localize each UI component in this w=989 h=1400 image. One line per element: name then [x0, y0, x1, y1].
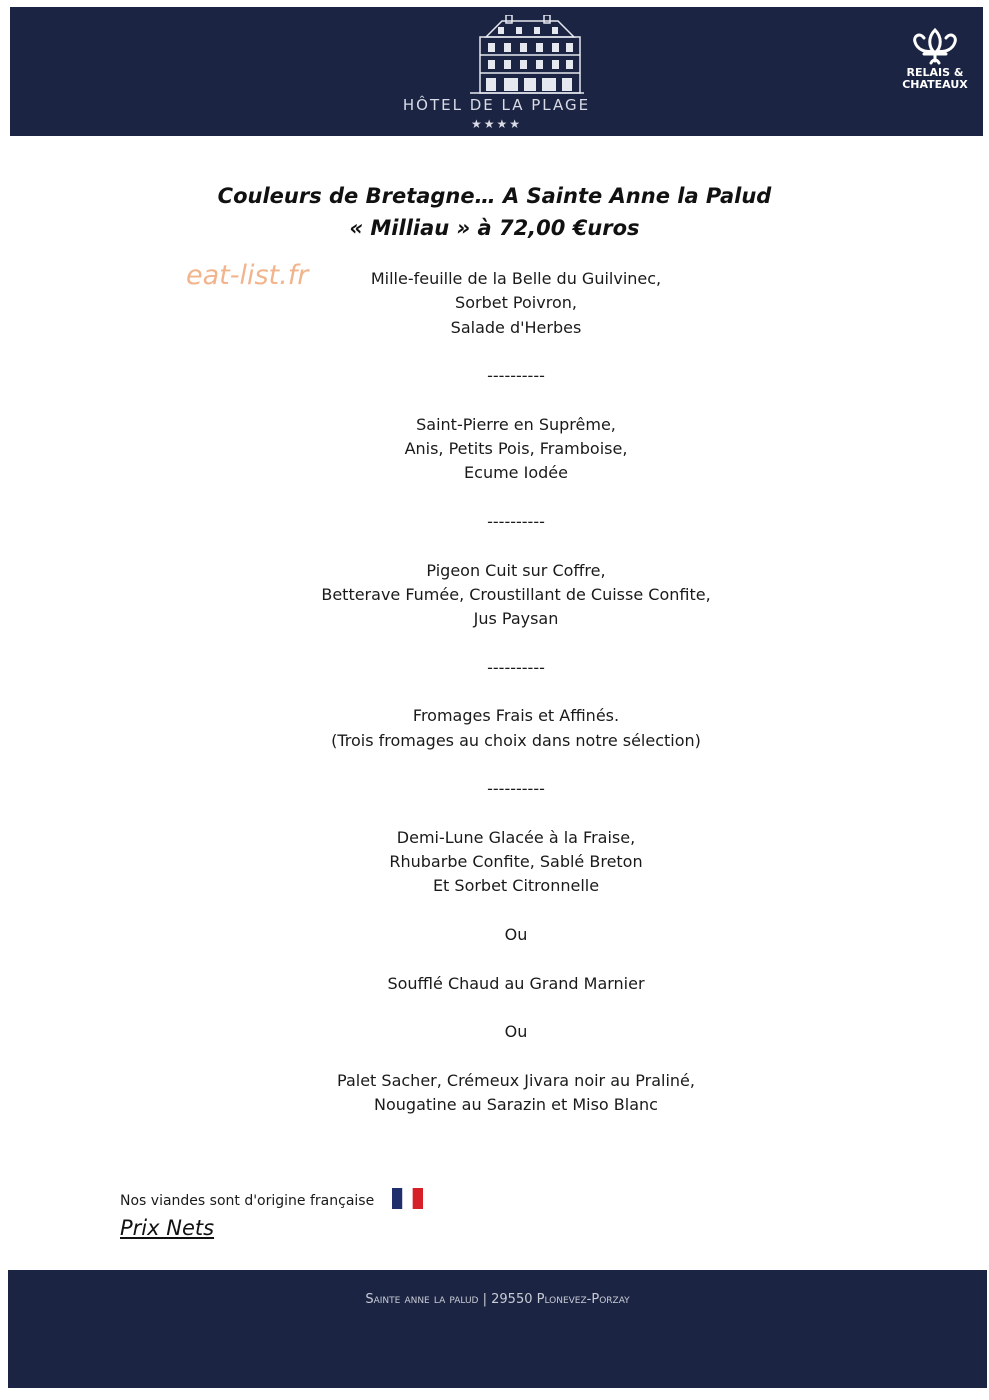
menu-line: Palet Sacher, Crémeux Jivara noir au Praliné,	[337, 1070, 695, 1090]
menu-course	[0, 267, 989, 340]
menu-course	[0, 972, 989, 996]
menu-line: Soufflé Chaud au Grand Marnier	[387, 973, 645, 993]
prix-nets: Prix Nets	[120, 1216, 215, 1240]
menu-line: Anis, Petits Pois, Framboise,	[404, 439, 628, 459]
menu-line: Sorbet Poivron,	[455, 293, 577, 313]
menu-course	[0, 704, 989, 753]
menu-line: Salade d'Herbes	[450, 317, 582, 337]
menu-line: ----------	[487, 511, 545, 531]
menu-line: ----------	[487, 366, 545, 386]
origin-note: Nos viandes sont d'origine française	[120, 1193, 375, 1209]
menu-line: ----------	[487, 657, 545, 677]
menu-title	[0, 180, 989, 244]
french-flag-icon	[392, 1188, 423, 1209]
relais-chateaux-text: RELAIS & CHATEAUX	[902, 66, 968, 91]
hotel-building-icon	[466, 15, 588, 97]
menu-or	[0, 1020, 989, 1044]
watermark: eat-list.fr	[186, 260, 309, 291]
menu-line: Ou	[504, 925, 528, 945]
hotel-name: HÔTEL DE LA PLAGE	[402, 96, 591, 114]
menu-line: Et Sorbet Citronnelle	[432, 876, 600, 896]
menu-course	[0, 826, 989, 899]
menu-separator	[0, 510, 989, 534]
header-banner	[10, 7, 983, 136]
menu-line: Fromages Frais et Affinés.	[412, 706, 620, 726]
menu-title-line1: Couleurs de Bretagne… A Sainte Anne la Palud	[217, 184, 772, 208]
menu-separator	[0, 364, 989, 388]
menu-or	[0, 923, 989, 947]
menu-line: Ou	[504, 1022, 528, 1042]
menu-line: Mille-feuille de la Belle du Guilvinec,	[370, 269, 662, 288]
relais-chateaux-logo	[900, 27, 970, 107]
menu-course	[0, 1069, 989, 1118]
menu-course	[0, 559, 989, 632]
menu-courses	[0, 267, 989, 1142]
fleur-de-lis-icon	[911, 27, 959, 65]
menu-line: ----------	[487, 779, 545, 799]
menu-line: Demi-Lune Glacée à la Fraise,	[396, 827, 636, 847]
menu-line: Rhubarbe Confite, Sablé Breton	[389, 852, 643, 872]
menu-line: Saint-Pierre en Suprême,	[416, 414, 616, 434]
menu-line: Jus Paysan	[473, 609, 559, 629]
menu-line: Nougatine au Sarazin et Miso Blanc	[374, 1095, 658, 1115]
menu-separator	[0, 777, 989, 801]
menu-separator	[0, 656, 989, 680]
hotel-stars: ★★★★	[470, 117, 523, 131]
footer-banner	[8, 1270, 987, 1388]
menu-line: (Trois fromages au choix dans notre sélection)	[331, 730, 701, 750]
menu-line: Ecume Iodée	[464, 463, 568, 483]
menu-line: Pigeon Cuit sur Coffre,	[426, 560, 606, 580]
footer-address: Sainte anne la palud | 29550 Plonevez-Porzay	[365, 1292, 630, 1307]
menu-title-line2: « Milliau » à 72,00 €uros	[349, 216, 640, 240]
menu-course	[0, 413, 989, 486]
menu-line: Betterave Fumée, Croustillant de Cuisse Confite,	[321, 584, 711, 604]
